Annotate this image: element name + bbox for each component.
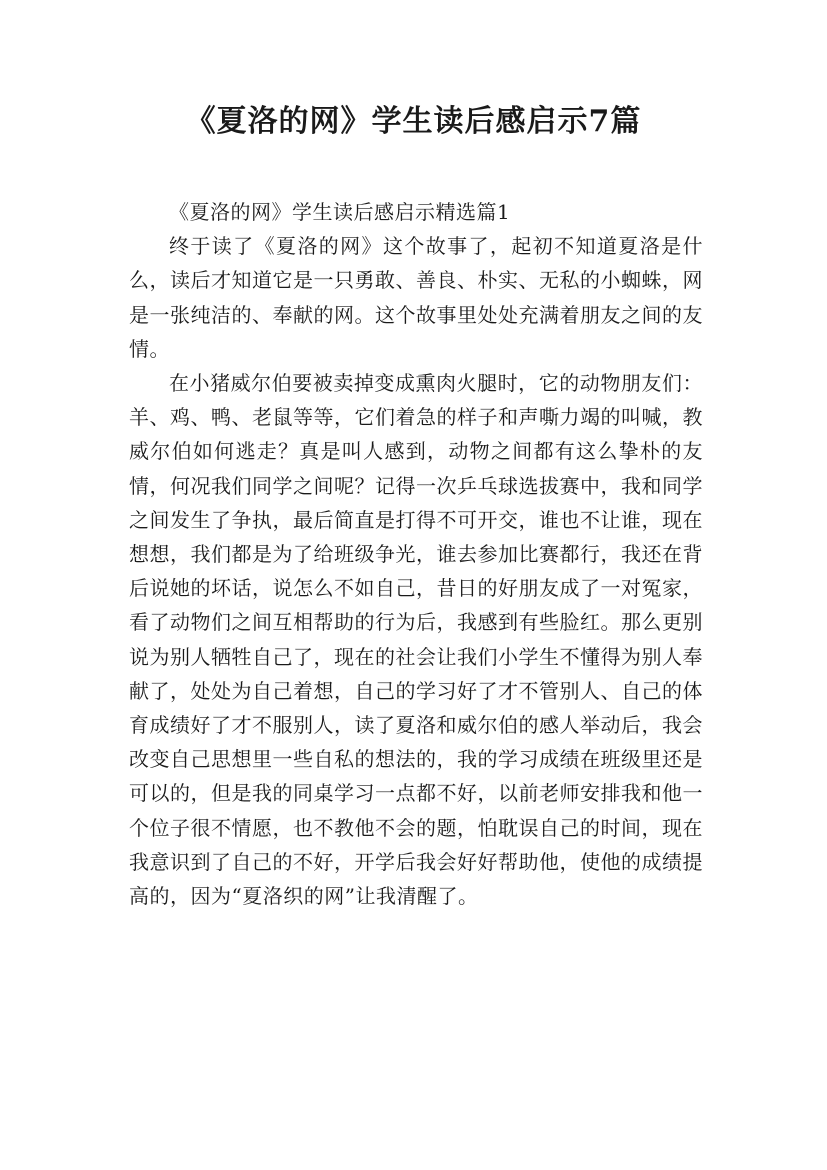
section-heading: 《夏洛的网》学生读后感启示精选篇1 (169, 200, 511, 224)
paragraph-2: 在小猪威尔伯要被卖掉变成熏肉火腿时，它的动物朋友们：羊、鸡、鸭、老鼠等等，它们着急的样子和声嘶力竭的叫喊，教威尔伯如何逃走？真是叫人感到，动物之间都有这么挚朴的友情，何况我们同学之间呢？记得一次乒乓球选拔赛中，我和同学之间发生了争执，最后简直是打得不可开交，谁也不让谁，现在想想，我们都是为了给班级争光，谁去参加比赛都行，我还在背后说她的坏话，说怎么不如自己，昔日的好朋友成了一对冤家，看了动物们之间互相帮助的行为后，我感到有些脸红。那么更别说为别人牺牲自己了，现在的社会让我们小学生不懂得为别人奉献了，处处为自己着想，自己的学习好了才不管别人、自己的体育成绩好了才不服别人，读了夏洛和威尔伯的感人举动后，我会改变自己思想里一些自私的想法的，我的学习成绩在班级里还是可以的，但是我的同桌学习一点都不好，以前老师安排我和他一个位子很不情愿，也不教他不会的题，怕耽误自己的时间，现在我意识到了自己的不好，开学后我会好好帮助他，使他的成绩提高的，因为“夏洛织的网”让我清醒了。 (129, 371, 703, 909)
paragraph-1: 终于读了《夏洛的网》这个故事了，起初不知道夏洛是什么，读后才知道它是一只勇敢、善良、朴实、无私的小蜘蛛，网是一张纯洁的、奉献的网。这个故事里处处充满着朋友之间的友情。 (129, 234, 703, 361)
document-title: 《夏洛的网》学生读后感启示7篇 (185, 104, 642, 139)
document-body (129, 195, 703, 913)
